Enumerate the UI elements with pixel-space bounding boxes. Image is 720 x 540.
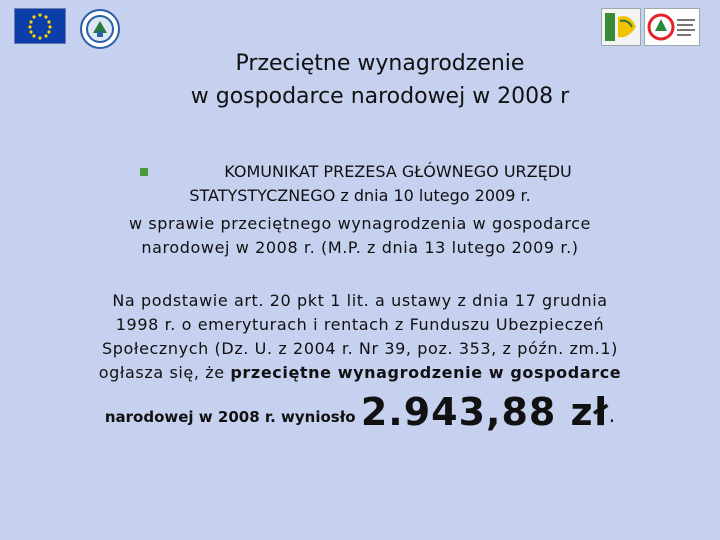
page-title [0,47,720,113]
wage-amount-period: . [608,403,616,427]
eu-flag-logo [14,8,66,44]
paragraph-line-4-bold: przeciętne wynagrodzenie w gospodarce [230,363,622,382]
subject-line-1: w sprawie przeciętnego wynagrodzenia w gospodarce [128,214,592,233]
wage-amount: 2.943,88 zł [360,390,609,434]
paragraph-line-3: Społecznych (Dz. U. z 2004 r. Nr 39, poz. 353, z późn. zm.1) [102,339,618,358]
program-logo [644,8,700,46]
paragraph-line-5-bold: narodowej w 2008 r. wyniosło [104,408,361,426]
paragraph-line-5 [0,392,720,437]
paragraph-line-4 [0,362,720,384]
regional-badge-logo [80,9,120,49]
bullet-line-1: KOMUNIKAT PREZESA GŁÓWNEGO URZĘDU [224,162,572,181]
bullet-line-2: STATYSTYCZNEGO z dnia 10 lutego 2009 r. [189,186,531,205]
paragraph-line-1: Na podstawie art. 20 pkt 1 lit. a ustawy z dnia 17 grudnia [112,291,608,310]
paragraph-line-4-normal: ogłasza się, że [98,363,231,382]
title-line-2: w gospodarce narodowej w 2008 r [190,84,570,109]
title-line-1: Przeciętne wynagrodzenie [235,51,525,76]
paragraph-line-2: 1998 r. o emeryturach i rentach z Funduszu Ubezpieczeń [115,315,605,334]
leader-logo [601,8,641,46]
subject-line-2: narodowej w 2008 r. (M.P. z dnia 13 lutego 2009 r.) [141,238,579,257]
